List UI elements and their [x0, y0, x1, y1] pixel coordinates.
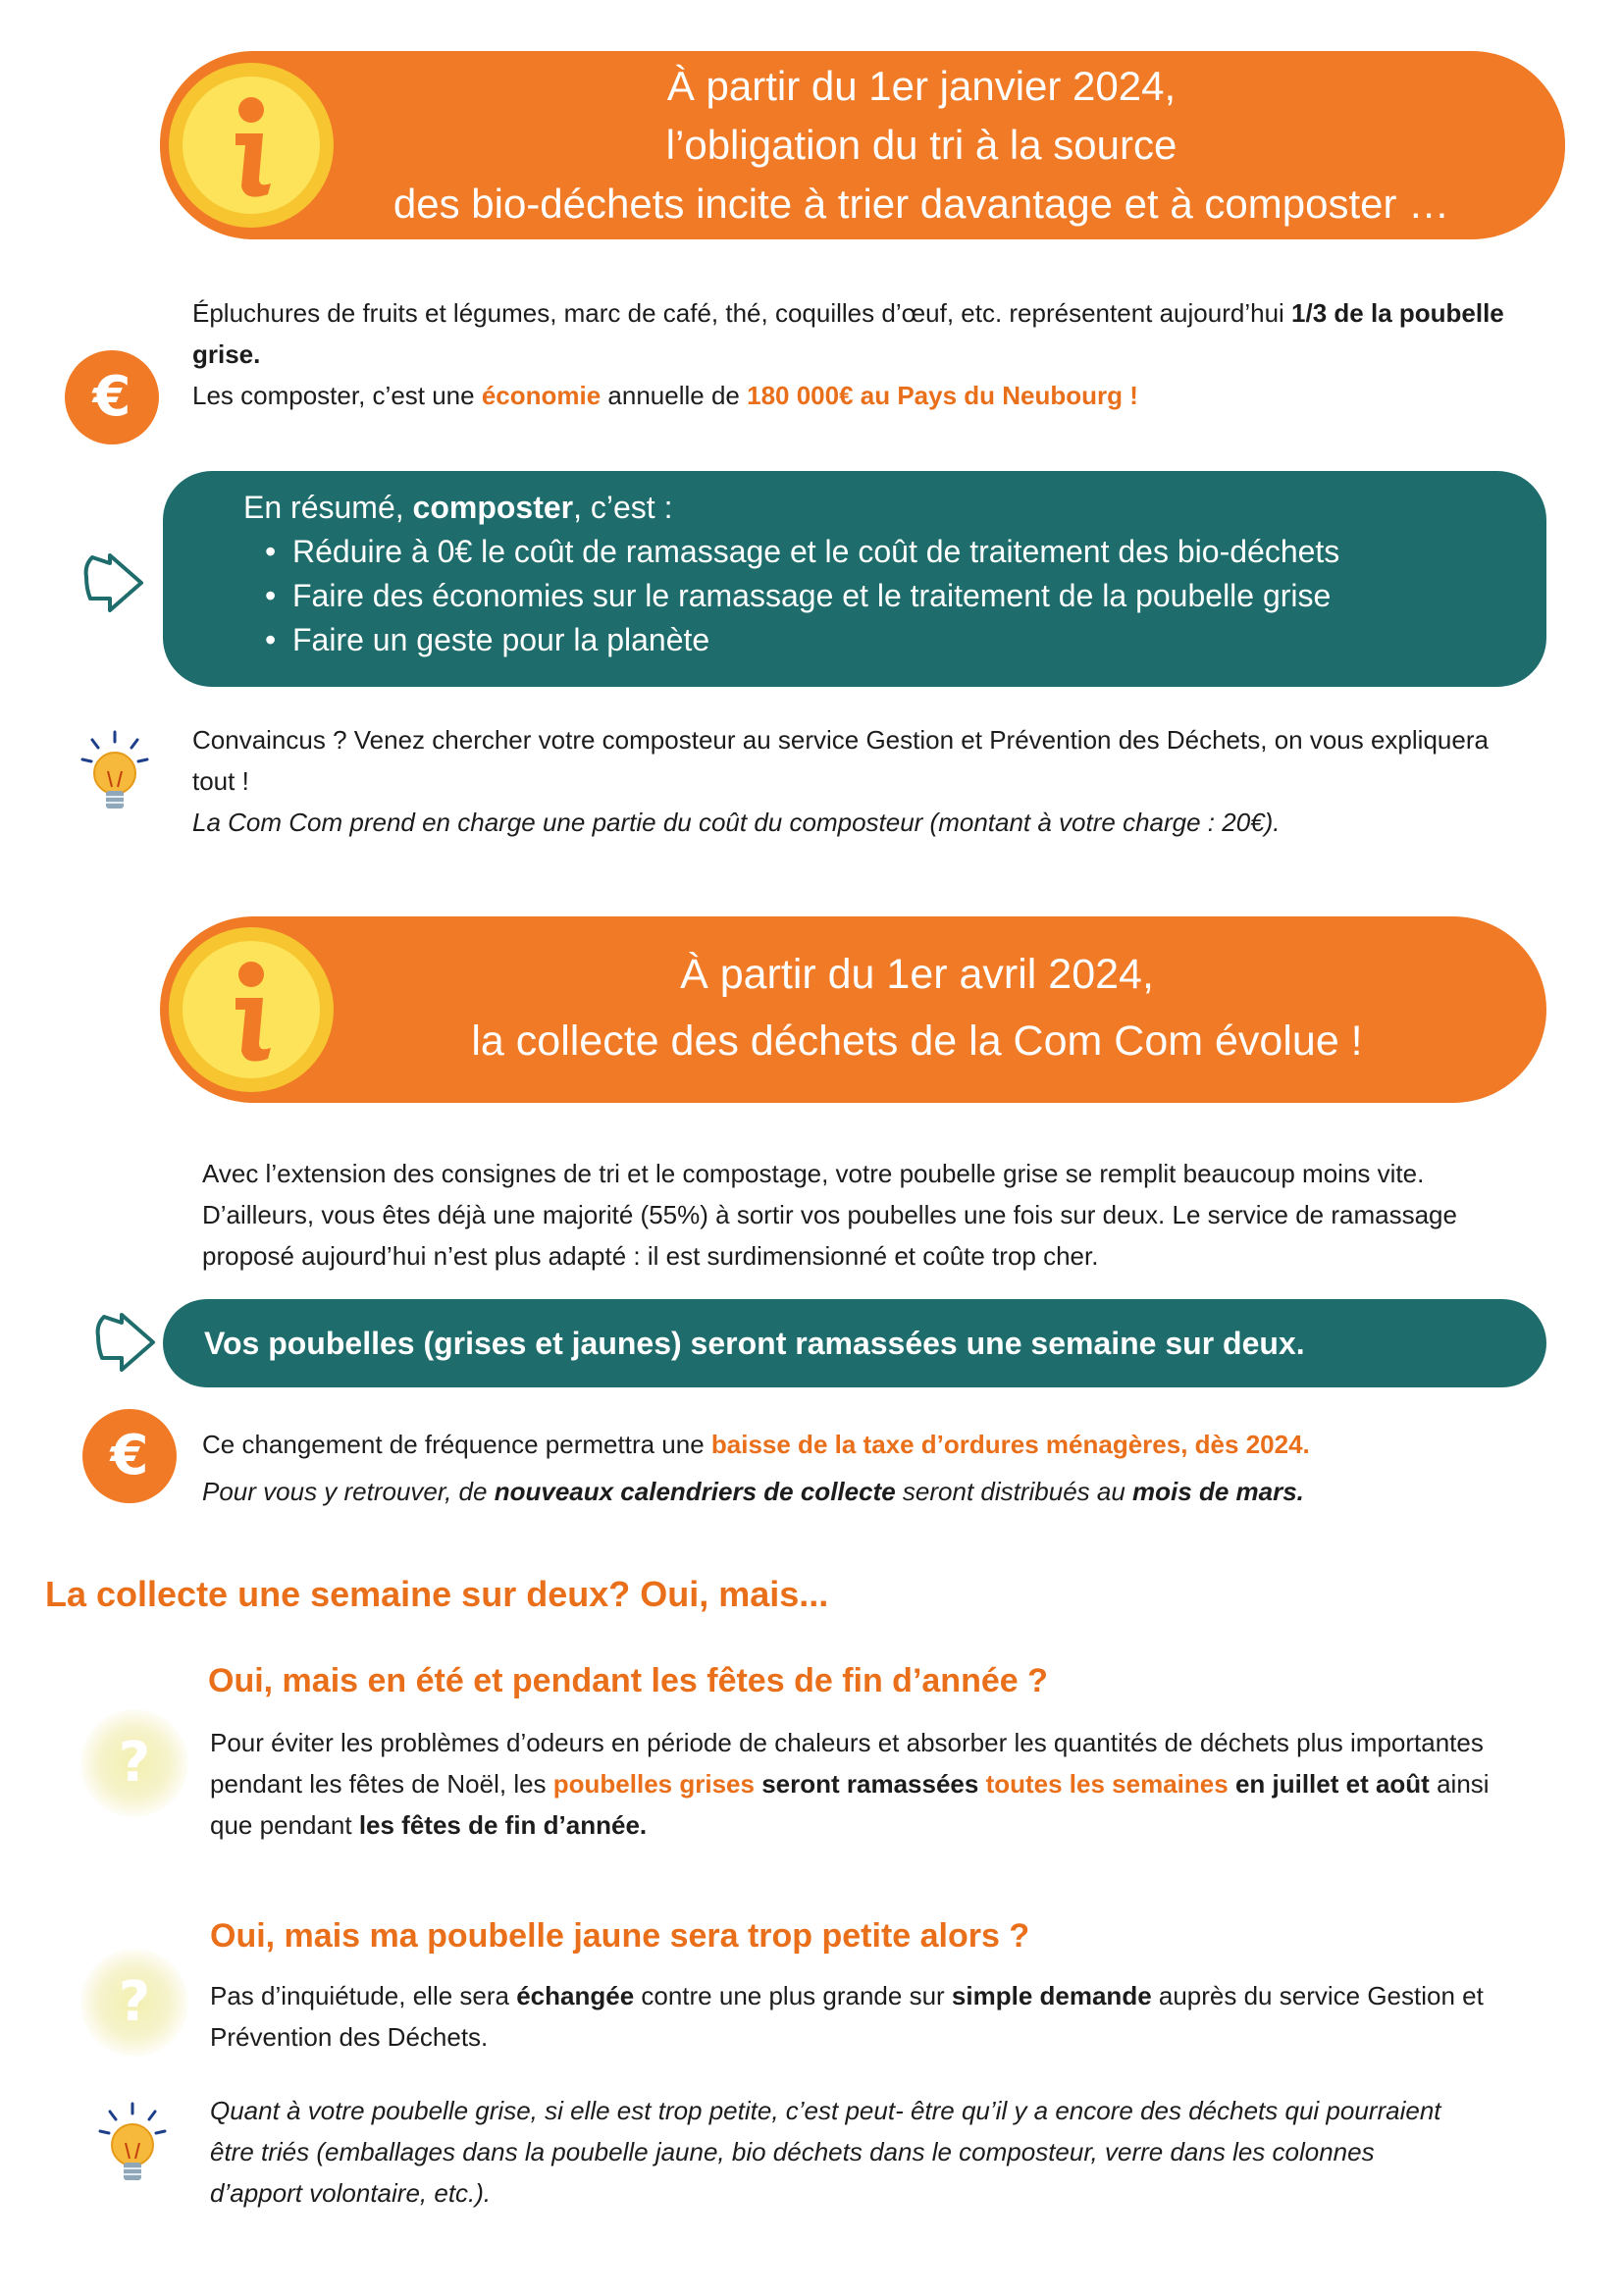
- faq-answer-yellow-bin: Pas d’inquiétude, elle sera échangée contre une plus grande sur simple demande auprès du service Gestion et Prévention des Déchets.: [210, 1981, 1484, 2052]
- euro-icon: €: [65, 350, 159, 444]
- summary-item: • Faire des économies sur le ramassage et le traitement de la poubelle grise: [253, 574, 1339, 618]
- info-icon: [169, 927, 334, 1092]
- summary-box: [163, 471, 1546, 687]
- banner-line: des bio-déchets incite à trier davantage et à composter …: [392, 181, 1450, 227]
- question-icon: ?: [80, 1949, 188, 2057]
- banner-janvier-2024: [160, 51, 1565, 239]
- faq-question-summer: Oui, mais en été et pendant les fêtes de fin d’année ?: [208, 1662, 1048, 1699]
- tax-reduction-paragraph: Ce changement de fréquence permettra une baisse de la taxe d’ordures ménagères, dès 2024. Pour vous y retrouver, de nouveaux calendriers de collecte seront distribués au mois de mars.: [202, 1430, 1310, 1506]
- bio-waste-paragraph: Épluchures de fruits et légumes, marc de café, thé, coquilles d’œuf, etc. représentent aujourd’hui 1/3 de la poubelle grise. Les composter, c’est une économie annuelle de 180 000€ au Pays du Neubourg !: [192, 298, 1504, 410]
- banner-line: l’obligation du tri à la source: [665, 122, 1177, 168]
- summary-list: [253, 530, 1339, 662]
- summary-item: • Faire un geste pour la planète: [253, 618, 1339, 662]
- euro-icon: €: [82, 1409, 177, 1503]
- convaincus-paragraph: Convaincus ? Venez chercher votre composteur au service Gestion et Prévention des Déchets, on vous expliquera tout ! La Com Com prend en charge une partie du coût du composteur (montant à votre charge : 20€).: [192, 725, 1489, 837]
- summary-item: • Réduire à 0€ le coût de ramassage et le coût de traitement des bio-déchets: [253, 530, 1339, 574]
- lightbulb-icon: [96, 2100, 169, 2194]
- biweekly-collection-bar: [163, 1299, 1546, 1387]
- biweekly-collection-text: Vos poubelles (grises et jaunes) seront ramassées une semaine sur deux.: [204, 1326, 1305, 1361]
- collection-change-paragraph: Avec l’extension des consignes de tri et le compostage, votre poubelle grise se remplit beaucoup moins vite. D’ailleurs, vous êtes déjà une majorité (55%) à sortir vos poubelles une fois sur deux. Le service de ramassage proposé aujourd’hui n’est plus adapté : il est surdimensionné et coûte trop cher.: [202, 1159, 1457, 1271]
- lightbulb-icon: [78, 728, 151, 822]
- curved-arrow-icon: [80, 548, 149, 616]
- banner-line: À partir du 1er avril 2024,: [680, 951, 1154, 998]
- banner-line: la collecte des déchets de la Com Com évolue !: [471, 1018, 1363, 1065]
- question-icon: ?: [80, 1709, 188, 1817]
- info-icon: [169, 63, 334, 228]
- banner-line: À partir du 1er janvier 2024,: [666, 63, 1177, 109]
- faq-question-yellow-bin: Oui, mais ma poubelle jaune sera trop petite alors ?: [210, 1917, 1030, 1955]
- curved-arrow-icon: [92, 1307, 161, 1376]
- faq-heading: La collecte une semaine sur deux? Oui, mais...: [45, 1574, 829, 1614]
- grey-bin-tip: Quant à votre poubelle grise, si elle est trop petite, c’est peut- être qu’il y a encore des déchets qui pourraient être triés (emballages dans la poubelle jaune, bio déchets dans le composteur, verre dans les colonnes d’apport volontaire, etc.).: [210, 2096, 1441, 2208]
- faq-answer-summer: Pour éviter les problèmes d’odeurs en période de chaleurs et absorber les quantités de déchets plus importantes pendant les fêtes de Noël, les poubelles grises seront ramassées toutes les semaines en juillet et août ainsi que pendant les fêtes de fin d’année.: [210, 1728, 1490, 1840]
- banner-avril-2024: [160, 916, 1546, 1103]
- summary-intro: En résumé, composter, c’est :: [243, 490, 673, 525]
